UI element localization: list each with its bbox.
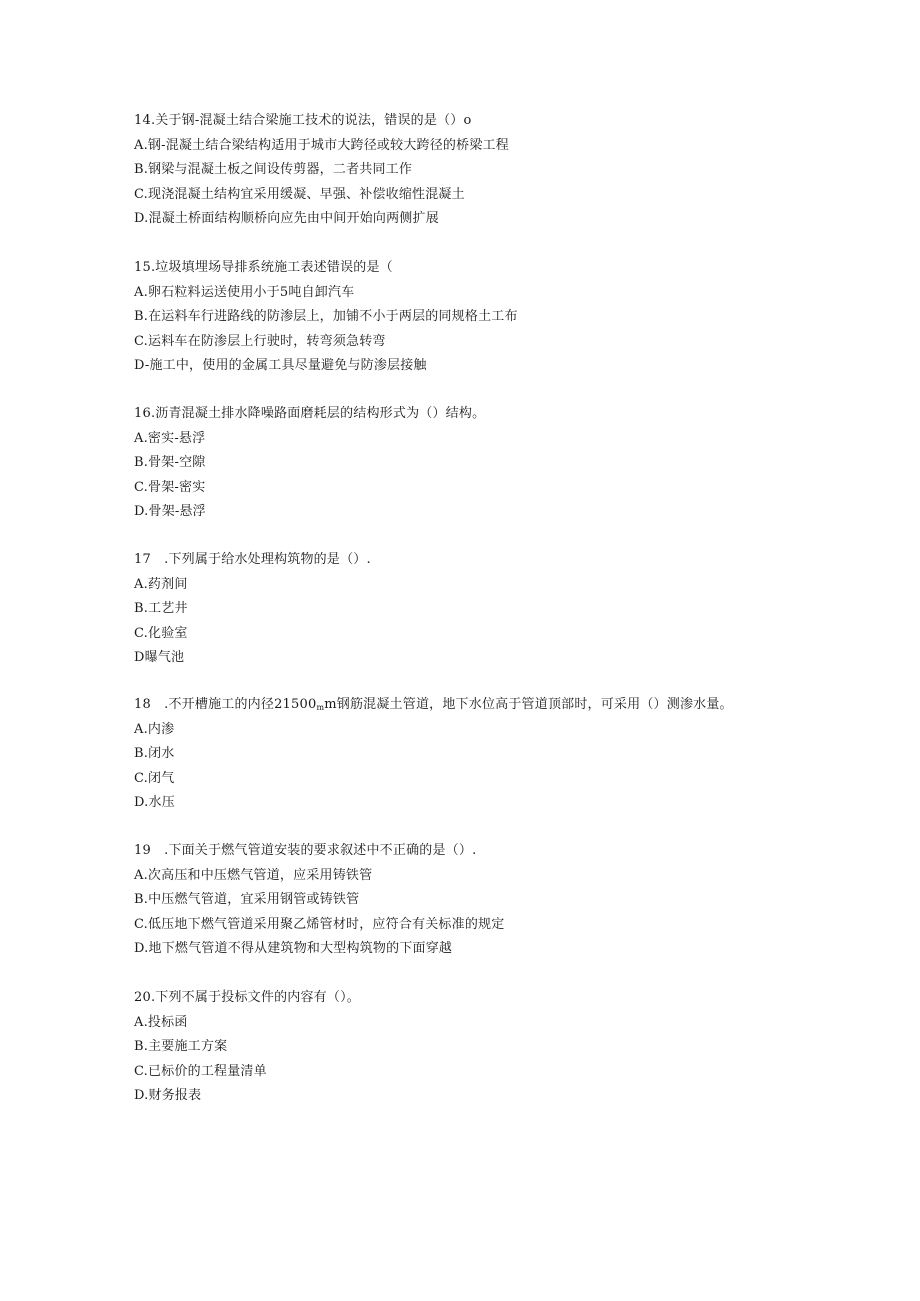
option-d: D.骨架-悬浮	[134, 504, 206, 519]
question-stem: 17 .下列属于给水处理构筑物的是（）.	[134, 552, 371, 567]
option-a: A.内渗	[134, 721, 175, 737]
option-d: D.地下燃气管道不得从建筑物和大型构筑物的下面穿越	[134, 941, 453, 956]
option-b: B.在运料车行进路线的防渗层上，加铺不小于两层的同规格土工布	[134, 309, 518, 324]
option-b: B.骨架-空隙	[134, 455, 206, 470]
question-14	[134, 109, 894, 232]
stem-subscript: m	[316, 703, 325, 712]
option-b: B.中压燃气管道，宜采用钢管或铸铁管	[134, 892, 360, 907]
question-19	[134, 839, 894, 962]
option-a: A.密实-悬浮	[134, 430, 206, 446]
stem-part-2: m钢筋混凝土管道，地下水位高于管道顶部时，可采用（）测渗水量。	[324, 697, 733, 712]
option-a: A.次高压和中压燃气管道，应采用铸铁管	[134, 867, 373, 883]
option-c: C.闭气	[134, 770, 175, 786]
option-a: A.投标函	[134, 1014, 188, 1030]
question-stem: 15.垃圾填埋场导排系统施工表述错误的是（	[134, 260, 393, 275]
option-b: B.闭水	[134, 746, 175, 761]
option-d: D.混凝土桥面结构顺桥向应先由中间开始向两侧扩展	[134, 211, 439, 226]
option-a: A.钢-混凝土结合梁结构适用于城市大跨径或较大跨径的桥梁工程	[134, 137, 509, 153]
option-b: B.钢梁与混凝土板之间设传剪器，二者共同工作	[134, 162, 413, 177]
option-c: C.运料车在防渗层上行驶时，转弯须急转弯	[134, 333, 386, 349]
question-20	[134, 986, 894, 1109]
question-16	[134, 402, 894, 525]
question-18	[134, 693, 894, 816]
option-d: D-施工中，使用的金属工具尽量避免与防渗层接触	[134, 358, 427, 373]
option-c: C.骨架-密实	[134, 479, 206, 495]
question-15	[134, 256, 894, 379]
stem-part-1: 18 .不开槽施工的内径21500	[134, 697, 317, 712]
option-b: B.主要施工方案	[134, 1039, 228, 1054]
option-d: D.水压	[134, 795, 175, 810]
question-stem	[134, 693, 894, 718]
option-b: B.工艺井	[134, 601, 188, 616]
option-d: D.财务报表	[134, 1088, 202, 1103]
option-c: C.已标价的工程量清单	[134, 1063, 267, 1079]
question-stem: 20.下列不属于投标文件的内容有（）。	[134, 990, 360, 1005]
option-c: C.现浇混凝土结构宜采用缓凝、早强、补偿收缩性混凝土	[134, 186, 465, 202]
option-a: A.卵石粒料运送使用小于5吨自卸汽车	[134, 284, 355, 300]
option-a: A.药剂间	[134, 576, 188, 592]
option-d: D曝气池	[134, 650, 185, 665]
option-c: C.化验室	[134, 625, 188, 641]
question-stem: 14.关于钢-混凝土结合梁施工技术的说法，错误的是（）o	[134, 113, 472, 128]
question-17	[134, 548, 894, 671]
option-c: C.低压地下燃气管道采用聚乙烯管材时，应符合有关标准的规定	[134, 916, 505, 932]
question-stem: 19 .下面关于燃气管道安装的要求叙述中不正确的是（）.	[134, 843, 477, 858]
question-stem: 16.沥青混凝土排水降噪路面磨耗层的结构形式为（）结构。	[134, 406, 486, 421]
